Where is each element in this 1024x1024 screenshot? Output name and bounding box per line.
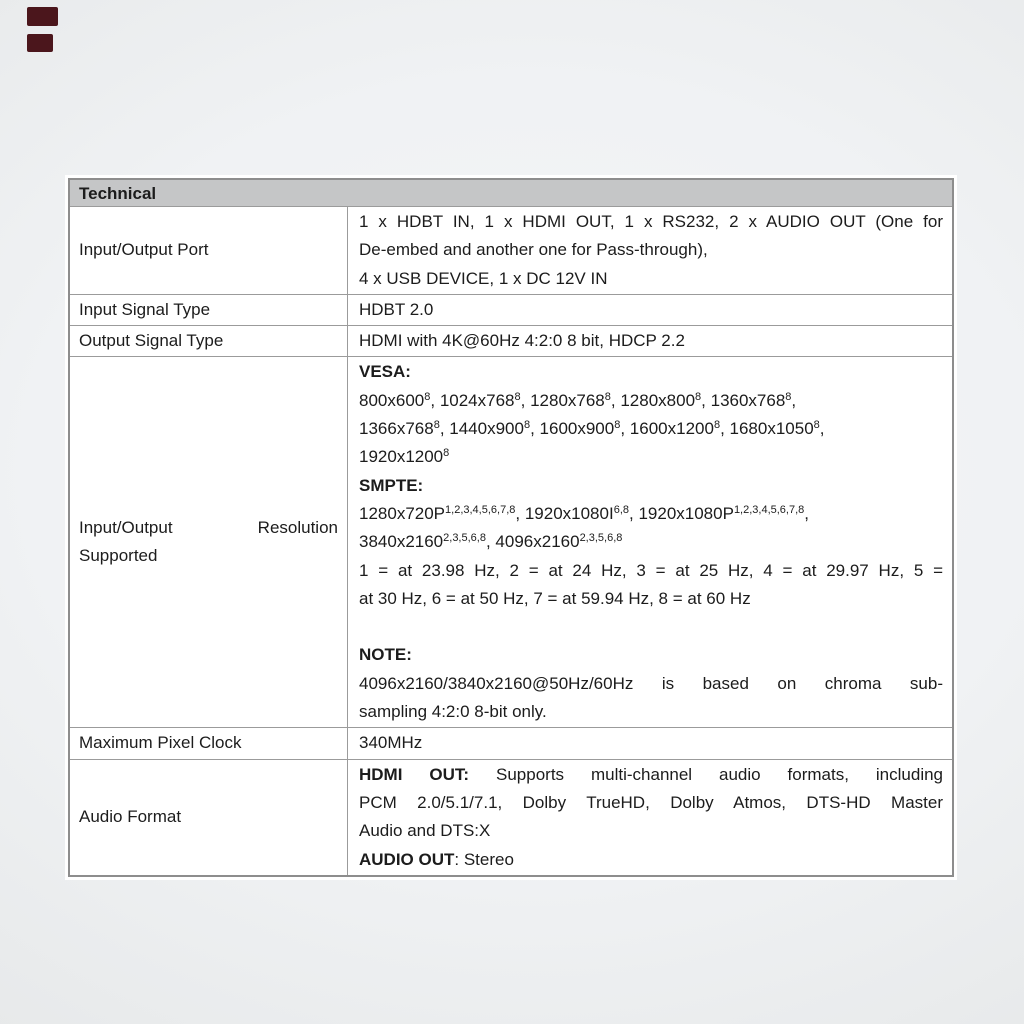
technical-spec-table — [68, 178, 954, 877]
row-input-output-port — [70, 206, 952, 294]
spec-label-cell — [70, 760, 348, 875]
spec-label-cell — [70, 357, 348, 727]
hdmi-out-text: Supports multi-channel audio formats, including — [496, 764, 944, 784]
spec-label: Audio Format — [79, 807, 182, 827]
spec-label: Input/Output Port — [79, 240, 209, 260]
spec-value-cell — [348, 357, 952, 727]
spec-label: Input Signal Type — [79, 299, 211, 319]
hdmi-out-line — [359, 761, 943, 789]
row-maximum-pixel-clock — [70, 727, 952, 758]
spec-label-cell — [70, 295, 348, 325]
spec-label: Input/Output Resolution Supported — [79, 518, 338, 566]
note-text: 4096x2160/3840x2160@50Hz/60Hz is based on chroma sub- sampling 4:2:0 8-bit only. — [359, 673, 943, 722]
row-output-signal-type — [70, 325, 952, 356]
vesa-resolution-list: $800x600^8$, $1024x768^8$, $1280x768^8$, $1280x800^8$, $1360x768^8$, $1366x768^8$, $1440x900^8$, $1600x900^8$, 1600x1200$^8$, 1680x1050$^8$, 1920x1200$^8$ — [359, 390, 825, 467]
spec-label-cell — [70, 326, 348, 356]
logo-fragment-icon — [27, 7, 58, 26]
audio-out-line — [359, 846, 943, 874]
spec-value: 340MHz — [359, 733, 423, 753]
spec-value-cell — [348, 728, 952, 758]
row-input-signal-type — [70, 294, 952, 325]
smpte-resolution-list: $1280x720P^{1,2,3,4,5,6,7,8}$, $1920x1080I^{6,8}$, $1920x1080P^{1,2,3,4,5,6,7,8}$, 3840x2160$^{2,3,5,6,8}$, 4096x2160$^{2,3,5,6,8}$ — [359, 503, 810, 552]
hdmi-out-line: Audio and DTS:X — [359, 821, 491, 841]
note-heading: NOTE: — [359, 645, 412, 665]
logo-fragment-icon — [27, 34, 53, 52]
table-header-technical: Technical — [70, 180, 952, 206]
audio-out-heading: AUDIO OUT — [359, 849, 455, 869]
spec-value-cell: 1 x HDBT IN, 1 x HDMI OUT, 1 x RS232, 2 x AUDIO OUT (One for De-embed and another one for Pass-through), 4 x USB DEVICE, 1 x DC 12V IN — [359, 212, 943, 288]
spec-label: Output Signal Type — [79, 331, 224, 351]
hdmi-out-line: PCM 2.0/5.1/7.1, Dolby TrueHD, Dolby Atmos, DTS-HD Master — [359, 792, 943, 812]
spec-value-cell — [348, 760, 952, 875]
refresh-rate-legend: 1 = at 23.98 Hz, 2 = at 24 Hz, 3 = at 25 Hz, 4 = at 29.97 Hz, 5 = at 30 Hz, 6 = at 50 Hz, 7 = at 59.94 Hz, 8 = at 60 Hz — [359, 560, 943, 608]
blank-line — [359, 613, 943, 641]
logo-fragment-group — [27, 7, 58, 52]
row-audio-format — [70, 759, 952, 875]
spec-value: HDBT 2.0 — [359, 299, 434, 319]
spec-value: HDMI with 4K@60Hz 4:2:0 8 bit, HDCP 2.2 — [359, 331, 685, 351]
hdmi-out-heading: HDMI OUT: — [359, 764, 470, 784]
vesa-heading: VESA: — [359, 362, 411, 382]
spec-value-cell — [348, 326, 952, 356]
spec-value-cell — [348, 295, 952, 325]
spec-label: Maximum Pixel Clock — [79, 733, 242, 753]
smpte-heading: SMPTE: — [359, 475, 424, 495]
spec-label-cell — [70, 728, 348, 758]
audio-out-text: : Stereo — [454, 849, 514, 869]
spec-label-cell — [70, 207, 348, 294]
row-resolution-supported — [70, 356, 952, 727]
